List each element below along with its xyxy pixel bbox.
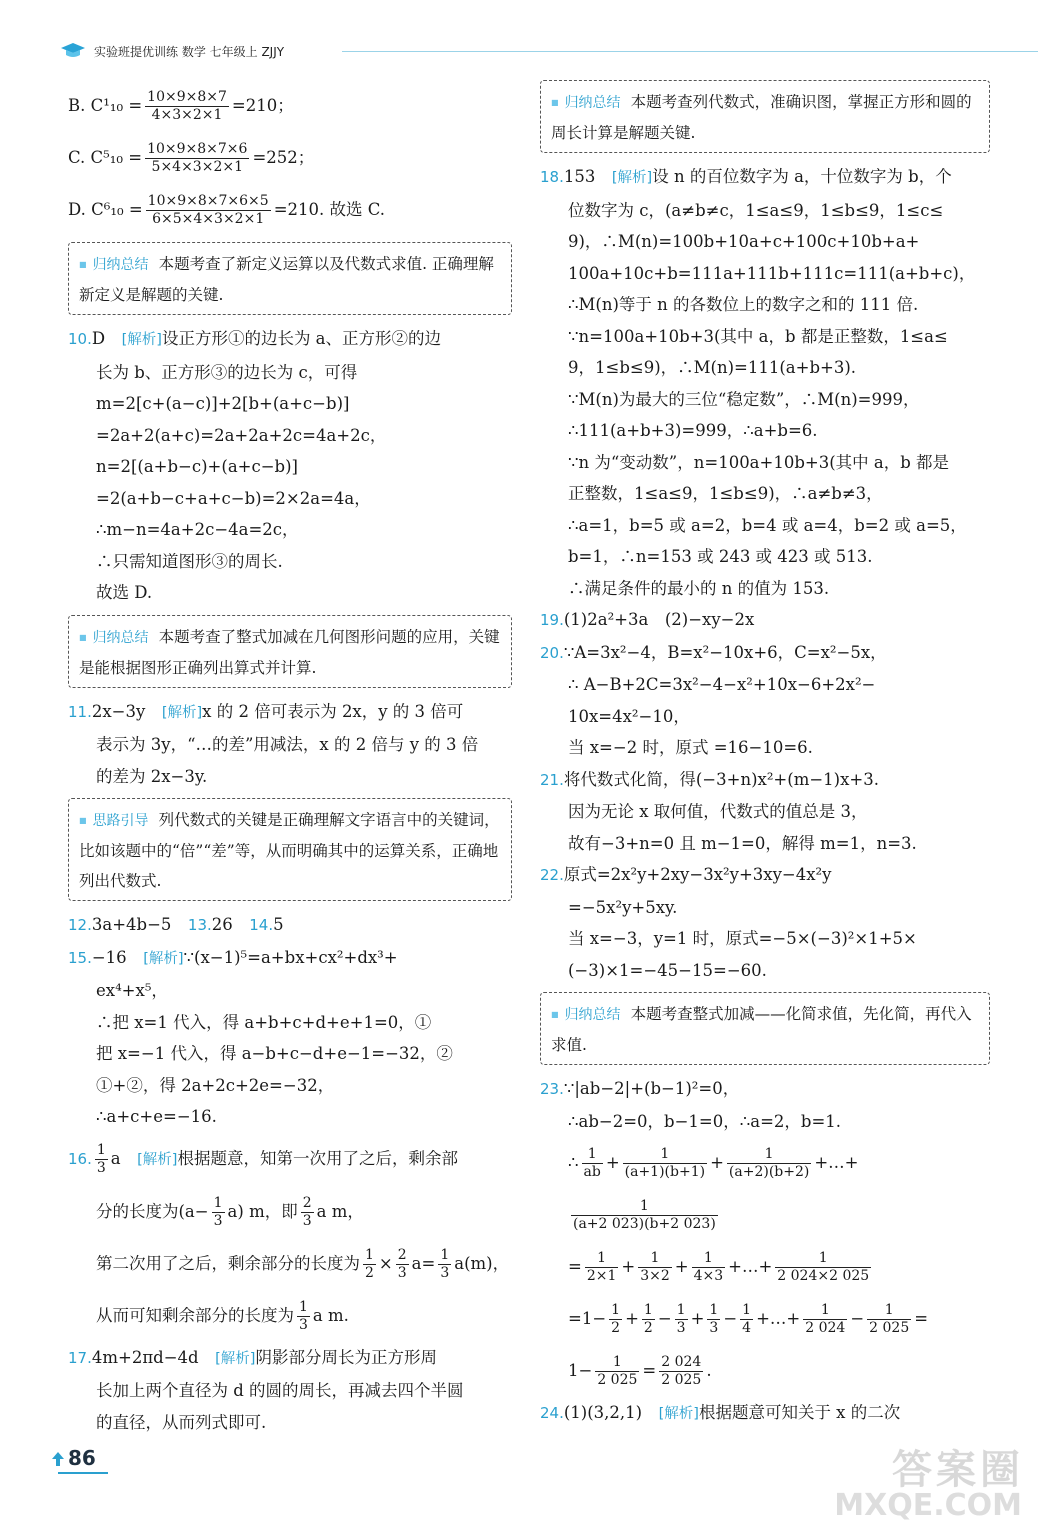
summary-box xyxy=(540,992,990,1065)
arrow-up-icon xyxy=(52,1452,64,1466)
question-16: 16. $\frac{1}{3}$ a [ 解析 ] 根据题意，知第一次用了之后，剩余部 xyxy=(68,1133,512,1186)
text-line: ∴把 x=1 代入，得 a+b+c+d+e+1=0，① xyxy=(96,1012,432,1032)
text-line: =−5x²y+5xy. xyxy=(568,897,678,917)
text-line: ∴a=1，b=5 或 a=2，b=4 或 a=4，b=2 或 a=5， xyxy=(568,515,967,535)
question-11: 11.2x−3y [ 解析 ] x 的 2 倍可表示为 2x，y 的 3 倍可 xyxy=(68,696,512,730)
text-line: 正整数，1≤a≤9，1≤b≤9)，∴a≠b≠3， xyxy=(568,484,883,503)
text-line: m=2[c+(a−c)]+2[b+(a+c−b)] xyxy=(96,394,350,413)
text-line: 长为 b、正方形③的边长为 c，可得 xyxy=(96,362,358,382)
text-line: ∴ $\frac{1}{ab}$ + $\frac{1}{(a+1)(b+1)}$ + $\frac{1}{(a+2)(b+2)}$ +…+ xyxy=(568,1146,859,1180)
summary-text: 列代数式的关键是正确理解文字语言中的关键词，比如该题中的“倍”“差”等，从而明确其中的运算关系，正确地列出代数式. xyxy=(79,811,500,890)
left-column xyxy=(68,80,512,1438)
text-line: n=2[(a+b−c)+(a+c−b)] xyxy=(96,457,298,476)
summary-label: ■ 归纳总结 xyxy=(551,1007,621,1023)
summary-label: ■ 归纳总结 xyxy=(79,257,149,273)
answer-option-c: C. C⁵₁₀ = $\frac{10\times 9\times 8\times 7\times 6}{5\times 4\times 3\times 2\times 1}$ =252； xyxy=(68,141,315,175)
summary-box xyxy=(540,80,990,153)
text-line: ∵M(n)为最大的三位“稳定数”，∴M(n)=999， xyxy=(568,389,920,409)
text-line: ∴111(a+b+3)=999，∴a+b=6. xyxy=(568,421,818,440)
text-line: (−3)×1=−45−15=−60. xyxy=(568,960,767,980)
header-title: 实验班提优训练 数学 七年级上 ZJJY xyxy=(94,45,285,59)
fraction: $\frac{10\times 9\times 8\times 7}{4\times 3\times 2\times 1}$ xyxy=(147,89,227,123)
summary-text: 本题考查列代数式，准确识图，掌握正方形和圆的周长计算是解题关键. xyxy=(551,93,972,142)
question-20: 20.∵A=3x²−4，B=x²−10x+6，C=x²−5x， xyxy=(540,642,887,662)
summary-box xyxy=(68,242,512,315)
answer-option-b: B. C¹₁₀ = $\frac{10\times 9\times 8\times 7}{4\times 3\times 2\times 1}$ =210； xyxy=(68,89,294,123)
analysis-tag: [ 解析 ] xyxy=(162,705,202,721)
analysis-tag: [ 解析 ] xyxy=(143,951,183,967)
right-column xyxy=(540,80,990,1431)
question-17: 17.4m+2πd−4d [ 解析 ] 阴影部分周长为正方形周 xyxy=(68,1342,512,1376)
summary-label: ■ 归纳总结 xyxy=(79,630,149,646)
text-line: 当 x=−3，y=1 时，原式=−5×(−3)²×1+5× xyxy=(568,929,917,948)
text-line: 故有−3+n=0 且 m−1=0，解得 m=1，n=3. xyxy=(568,833,917,853)
question-15: 15.−16 [ 解析 ] ∵(x−1)⁵=a+bx+cx²+dx³+ xyxy=(68,942,512,976)
question-10: 10.D [ 解析 ] 设正方形①的边长为 a、正方形②的边 xyxy=(68,323,512,357)
text-line: ∵n=100a+10b+3(其中 a，b 都是正整数，1≤a≤ xyxy=(568,326,948,346)
analysis-tag: [ 解析 ] xyxy=(137,1152,177,1168)
text-line: 第二次用了之后，剩余部分的长度为 $\frac{1}{2}$ × $\frac{2}{3}$ a= $\frac{1}{3}$ a(m)， xyxy=(96,1246,510,1281)
text-line: =2a+2(a+c)=2a+2a+2c=4a+2c， xyxy=(96,425,387,445)
text-line: ∴a+c+e=−16. xyxy=(96,1107,217,1126)
text-line: ∴ab−2=0，b−1=0，∴a=2，b=1. xyxy=(568,1111,842,1131)
text-line: 10x=4x²−10， xyxy=(568,706,690,726)
questions-12-14: 12.3a+4b−5 13.26 14.5 xyxy=(68,915,284,934)
text-line: 故选 D. xyxy=(96,583,153,602)
text-line: ∴ A−B+2C=3x²−4−x²+10x−6+2x²− xyxy=(568,675,876,694)
question-24: 24.(1)(3,2,1) [ 解析 ] 根据题意可知关于 x 的二次 xyxy=(540,1397,990,1431)
text-line: 9)，∴M(n)=100b+10a+c+100c+10b+a+ xyxy=(568,232,920,251)
text-line: 的直径，从而列式即可. xyxy=(96,1412,267,1432)
mortarboard-icon xyxy=(60,42,86,60)
text-line: 当 x=−2 时，原式 =16−10=6. xyxy=(568,738,813,757)
page-header xyxy=(60,40,990,64)
text-line: = $\frac{1}{2\times 1}$ + $\frac{1}{3\times 2}$ + $\frac{1}{4\times 3}$ +…+ $\frac{1}{2 024\times 2 025}$ xyxy=(568,1250,870,1284)
fraction: $\frac{10\times 9\times 8\times 7\times 6\times 5}{6\times 5\times 4\times 3\times 2\times 1}$ xyxy=(147,193,269,227)
answer-option-d: D. C⁶₁₀ = $\frac{10\times 9\times 8\times 7\times 6\times 5}{6\times 5\times 4\times 3\times 2\times 1}$ =210. 故选 C. xyxy=(68,193,386,227)
fraction: $\frac{10\times 9\times 8\times 7\times 6}{5\times 4\times 3\times 2\times 1}$ xyxy=(147,141,248,175)
text-line: ex⁴+x⁵， xyxy=(96,981,168,1000)
text-line: ∴只需知道图形③的周长. xyxy=(96,551,283,571)
text-line: 把 x=−1 代入，得 a−b+c−d+e−1=−32，② xyxy=(96,1044,453,1063)
text-line: ∵n 为“变动数”，n=100a+10b+3(其中 a，b 都是 xyxy=(568,452,950,472)
text-line: =1− $\frac{1}{2}$ + $\frac{1}{2}$ − $\frac{1}{3}$ + $\frac{1}{3}$ − $\frac{1}{4}$ +…+ $\frac{1}{2 024}$ − $\frac{1}{2 025}$ = xyxy=(568,1302,929,1336)
text-line: ∴满足条件的最小的 n 的值为 153. xyxy=(568,578,830,598)
summary-text: 本题考查了新定义运算以及代数式求值. 正确理解新定义是解题的关键. xyxy=(79,255,494,304)
question-18: 18.153 [ 解析 ] 设 n 的百位数字为 a，十位数字为 b，个 xyxy=(540,161,990,195)
text-line: 100a+10c+b=111a+111b+111c=111(a+b+c)， xyxy=(568,263,976,283)
header-divider xyxy=(342,51,1038,52)
analysis-tag: [ 解析 ] xyxy=(215,1351,255,1367)
text-line: ①+②，得 2a+2c+2e=−32， xyxy=(96,1075,335,1095)
summary-label: ■ 归纳总结 xyxy=(551,95,621,111)
question-23: 23.∵|ab−2|+(b−1)²=0， xyxy=(540,1079,740,1098)
question-19: 19.(1)2a²+3a (2)−xy−2x xyxy=(540,610,755,629)
text-line: 长加上两个直径为 d 的圆的周长，再减去四个半圆 xyxy=(96,1381,464,1400)
analysis-tag: [ 解析 ] xyxy=(659,1406,699,1422)
analysis-tag: [ 解析 ] xyxy=(122,332,162,348)
summary-text: 本题考查整式加减——化简求值，先化简，再代入求值. xyxy=(551,1005,972,1054)
watermark-logo: 答案圈 MXQE.COM xyxy=(834,1447,1024,1523)
text-line: ∴m−n=4a+2c−4a=2c， xyxy=(96,520,299,539)
text-line: ∴M(n)等于 n 的各数位上的数字之和的 111 倍. xyxy=(568,295,919,314)
summary-label: ■ 思路引导 xyxy=(79,813,149,829)
analysis-tag: [ 解析 ] xyxy=(612,170,652,186)
text-line: $\frac{1}{(a+2 023)(b+2 023)}$ xyxy=(573,1198,716,1232)
text-line: 1− $\frac{1}{2 025}$ = $\frac{2 024}{2 025}$ . xyxy=(568,1354,712,1388)
text-line: 位数字为 c，(a≠b≠c，1≤a≤9，1≤b≤9，1≤c≤ xyxy=(568,200,944,220)
summary-box xyxy=(68,615,512,688)
fraction: $\frac{1}{3}$ xyxy=(96,1141,106,1176)
text-line: 分的长度为(a− $\frac{1}{3}$ a) m，即 $\frac{2}{3}$ a m， xyxy=(96,1194,364,1229)
summary-box xyxy=(68,798,512,901)
text-line: 9，1≤b≤9)，∴M(n)=111(a+b+3). xyxy=(568,358,857,377)
text-line: 从而可知剩余部分的长度为 $\frac{1}{3}$ a m. xyxy=(96,1298,349,1333)
question-21: 21.将代数式化简，得(−3+n)x²+(m−1)x+3. xyxy=(540,769,879,789)
question-22: 22.原式=2x²y+2xy−3x²y+3xy−4x²y xyxy=(540,865,832,884)
text-line: =2(a+b−c+a+c−b)=2×2a=4a， xyxy=(96,488,371,508)
text-line: 表示为 3y，“…的差”用减法，x 的 2 倍与 y 的 3 倍 xyxy=(96,735,479,754)
text-line: 的差为 2x−3y. xyxy=(96,766,208,786)
text-line: 因为无论 x 取何值，代数式的值总是 3， xyxy=(568,802,868,821)
text-line: b=1，∴n=153 或 243 或 423 或 513. xyxy=(568,547,873,566)
summary-text: 本题考查了整式加减在几何图形问题的应用，关键是能根据图形正确列出算式并计算. xyxy=(79,627,500,677)
